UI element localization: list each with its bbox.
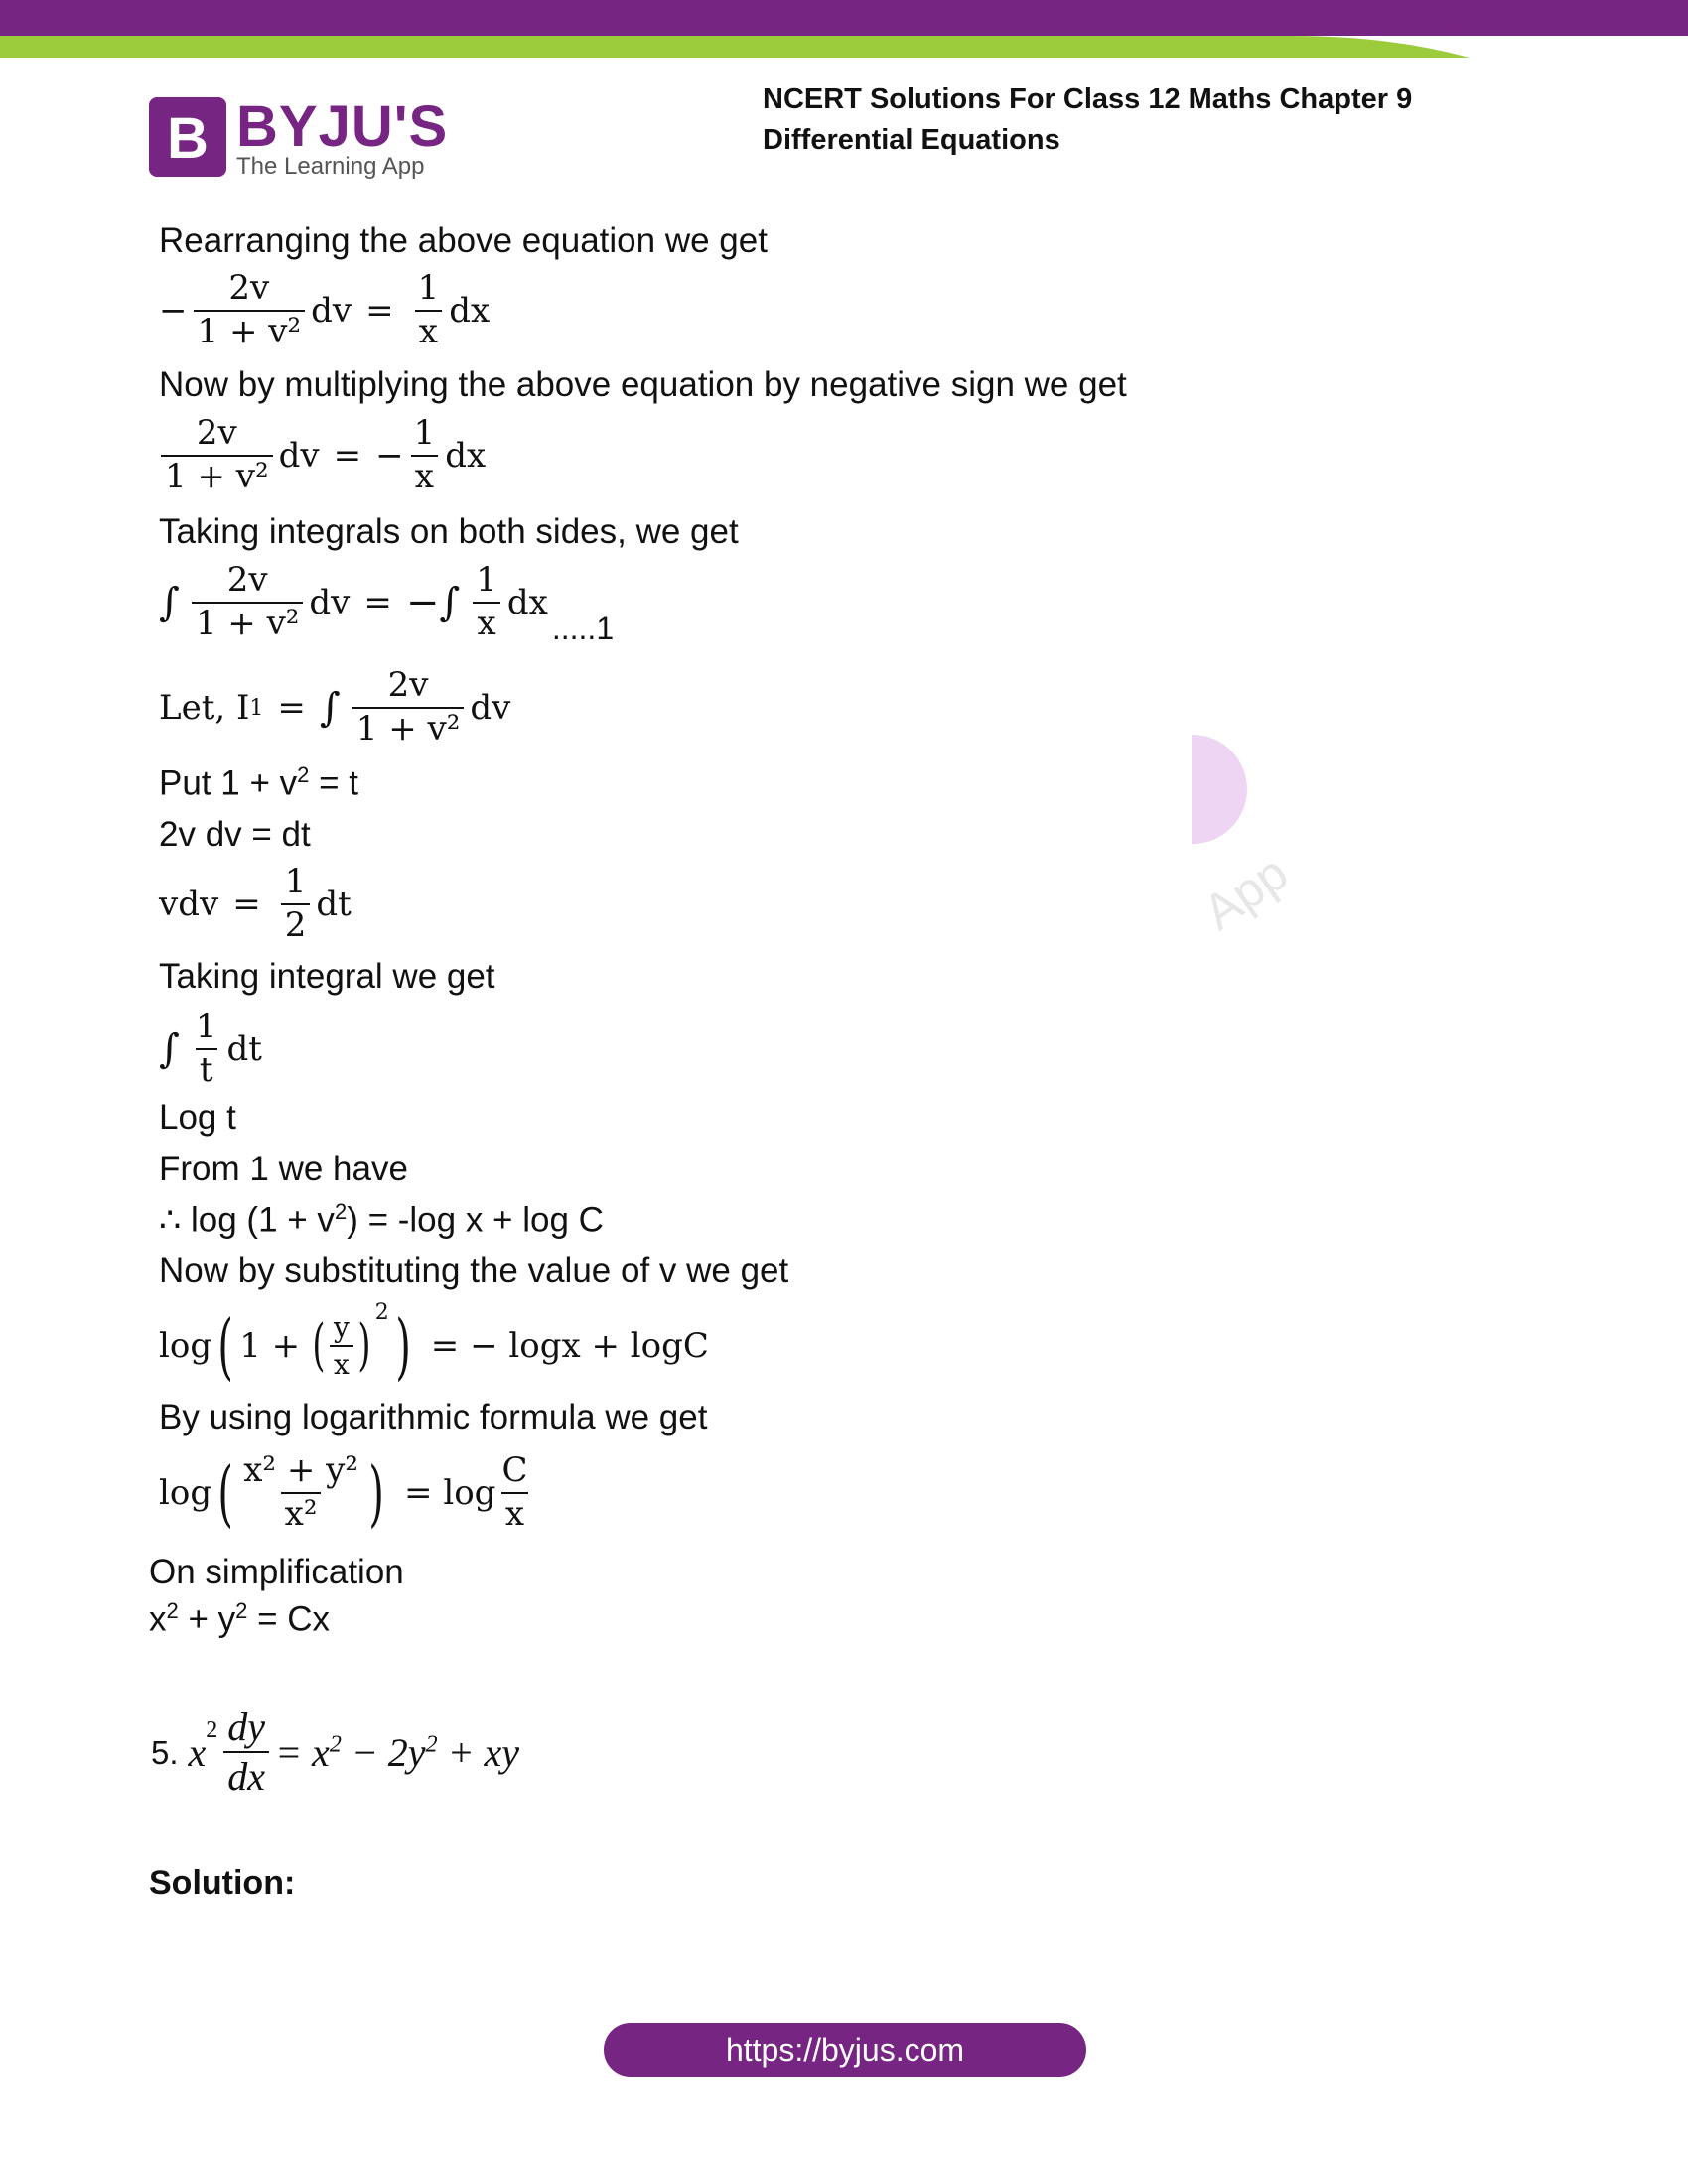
title-line-1: NCERT Solutions For Class 12 Maths Chapter 9 — [763, 83, 1413, 115]
text-2v-dv: 2v dv = dt — [159, 815, 311, 854]
equation-4: Let, I 1 = ∫ $\frac{2v}{\text{1 + v²}}$ dv — [159, 665, 511, 749]
byjus-logo[interactable] — [149, 94, 449, 182]
text-put: Put $1 + v^2 = t$ — [159, 762, 358, 803]
question-5: 5. x 2 $\frac{dy}{dx}$ = $x^2 - 2y^2$ + xy — [151, 1705, 520, 1799]
solution-label: Solution: — [149, 1864, 296, 1902]
brand-name: BYJU'S — [236, 94, 449, 159]
footer-url-text: https://byjus.com — [725, 2031, 965, 2068]
equation-6: ∫ $\frac{1}{t}$ dt — [159, 1007, 262, 1090]
text-log-t: Log t — [159, 1098, 236, 1137]
equation-3: ∫ $\frac{2v}{\text{1 + v²}}$ dv = −∫ $\frac{1}{x}$ dx .....1 — [159, 560, 615, 646]
text-simplification: On simplification — [149, 1553, 404, 1591]
equation-5: vdv = $\frac{1}{2}$ dt — [159, 862, 352, 945]
equation-2: $\frac{2v}{\text{1 + v²}}$ dv = − $\frac{1}{x}$ dx — [155, 411, 486, 500]
text-final-answer: $x^2 + y^2 = Cx$ — [149, 1598, 331, 1639]
equation-1: − $\frac{2v}{\text{1 + v²}}$ dv = $\frac{1}{x}$ dx — [159, 268, 491, 351]
text-log-formula: By using logarithmic formula we get — [159, 1398, 708, 1436]
text-rearranging: Rearranging the above equation we get — [159, 221, 768, 260]
page-title — [763, 79, 1412, 161]
text-from-1: From 1 we have — [159, 1150, 408, 1188]
top-banner — [0, 0, 1688, 62]
footer-url-link[interactable] — [604, 2023, 1086, 2077]
text-therefore: ∴ $\log (1 + v^2) = -\log$ x + log C — [159, 1199, 604, 1240]
text-multiplying: Now by multiplying the above equation by negative sign we get — [159, 365, 1127, 404]
equation-8: log ( $\frac{\text{x² + y²}}{\text{x²}}$ ) = log $\frac{C}{x}$ — [159, 1450, 528, 1535]
text-taking-integrals: Taking integrals on both sides, we get — [159, 512, 739, 551]
brand-tagline: The Learning App — [236, 153, 425, 180]
text-taking-integral: Taking integral we get — [159, 957, 495, 996]
title-line-2: Differential Equations — [763, 124, 1060, 156]
watermark: App — [1182, 725, 1321, 953]
watermark-logo-icon — [1192, 735, 1247, 844]
text-substituting: Now by substituting the value of v we get — [159, 1251, 789, 1290]
equation-7: log ( 1 + ( $\frac{y}{x}$ ) 2 ) = − logx + logC — [159, 1300, 709, 1388]
logo-mark-icon: B — [149, 97, 226, 177]
